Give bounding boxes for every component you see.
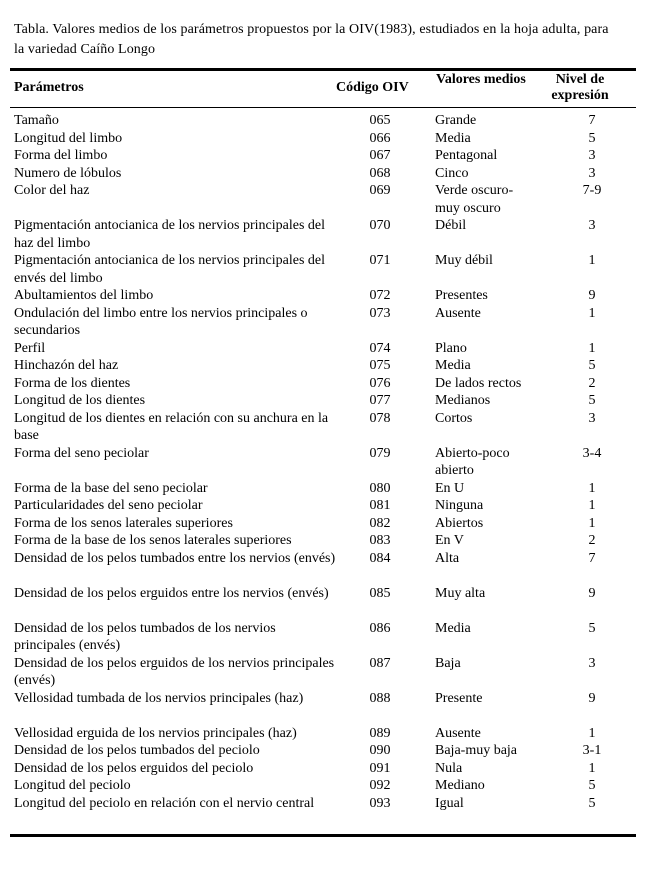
code-cell: 088 xyxy=(369,690,391,706)
level-cell: 5 xyxy=(588,358,596,373)
table-row xyxy=(0,690,648,725)
level-cell: 1 xyxy=(588,760,596,776)
level-cell: 3 xyxy=(588,218,596,233)
code-cell: 089 xyxy=(369,725,391,741)
table-row xyxy=(0,217,648,252)
param-cell: Forma de la base del seno peciolar xyxy=(14,480,208,496)
table-row xyxy=(0,655,648,690)
table-row xyxy=(0,112,648,130)
code-cell: 087 xyxy=(369,655,391,671)
table-row xyxy=(0,287,648,305)
param-cell: Forma de los dientes xyxy=(14,375,131,391)
level-cell: 1 xyxy=(588,480,596,496)
level-cell: 5 xyxy=(588,620,596,636)
param-cell: Numero de lóbulos xyxy=(14,165,122,181)
value-cell: Alta xyxy=(435,550,460,566)
level-cell: 5 xyxy=(588,778,596,793)
table-row xyxy=(0,410,648,445)
level-cell: 3-4 xyxy=(582,445,602,461)
table-row xyxy=(0,357,648,375)
code-cell: 065 xyxy=(369,113,391,128)
value-cell: En U xyxy=(435,480,465,496)
table-row xyxy=(0,480,648,498)
code-cell: 070 xyxy=(369,218,391,233)
value-cell: Ausente xyxy=(435,725,481,741)
param-cell: Densidad de los pelos tumbados de los nervios principales (envés) xyxy=(14,620,276,653)
table-row xyxy=(0,182,648,217)
param-cell: Vellosidad erguida de los nervios principales (haz) xyxy=(14,725,297,741)
level-cell: 3 xyxy=(588,165,596,181)
table-row xyxy=(0,392,648,410)
value-cell: Grande xyxy=(435,113,477,128)
table-row xyxy=(0,375,648,393)
level-cell: 5 xyxy=(588,795,596,811)
param-cell: Particularidades del seno peciolar xyxy=(14,498,203,513)
level-cell: 1 xyxy=(588,305,596,321)
value-cell: Media xyxy=(435,358,471,373)
code-cell: 084 xyxy=(369,550,391,566)
code-cell: 074 xyxy=(369,340,391,356)
code-cell: 067 xyxy=(369,148,391,163)
value-cell: Mediano xyxy=(435,778,485,793)
value-cell: Presente xyxy=(435,690,483,706)
level-cell: 1 xyxy=(588,515,596,531)
table-body xyxy=(0,112,648,830)
level-cell: 9 xyxy=(588,288,596,303)
level-cell: 1 xyxy=(588,340,596,356)
level-cell: 2 xyxy=(588,533,596,548)
param-cell: Ondulación del limbo entre los nervios principales o secundarios xyxy=(14,305,308,338)
table-row xyxy=(0,130,648,148)
param-cell: Longitud de los dientes en relación con su anchura en la base xyxy=(14,410,329,443)
param-cell: Longitud del peciolo xyxy=(14,778,131,793)
code-cell: 069 xyxy=(369,183,391,198)
param-cell: Color del haz xyxy=(14,183,90,198)
table-row xyxy=(0,515,648,533)
param-cell: Tamaño xyxy=(14,113,59,128)
value-cell: Pentagonal xyxy=(435,148,498,163)
value-cell: Débil xyxy=(435,218,467,233)
code-cell: 081 xyxy=(369,498,391,513)
param-cell: Longitud del peciolo en relación con el nervio central xyxy=(14,795,315,811)
header-nivel-expresion: Nivel de expresión xyxy=(551,72,609,103)
code-cell: 075 xyxy=(369,358,391,373)
param-cell: Hinchazón del haz xyxy=(14,358,119,373)
value-cell: En V xyxy=(435,533,464,548)
param-cell: Densidad de los pelos erguidos de los nervios principales (envés) xyxy=(14,655,335,688)
code-cell: 079 xyxy=(369,445,391,461)
code-cell: 068 xyxy=(369,165,391,181)
code-cell: 072 xyxy=(369,288,391,303)
level-cell: 1 xyxy=(588,725,596,741)
value-cell: Igual xyxy=(435,795,464,811)
header-valores-medios: Valores medios xyxy=(436,72,526,87)
level-cell: 3 xyxy=(588,655,596,671)
value-cell: Ninguna xyxy=(435,498,484,513)
value-cell: Medianos xyxy=(435,393,491,408)
value-cell: Abierto-poco abierto xyxy=(435,445,510,478)
table-row xyxy=(0,340,648,358)
table-row xyxy=(0,252,648,287)
param-cell: Abultamientos del limbo xyxy=(14,288,154,303)
table-row xyxy=(0,742,648,760)
table-caption: Tabla. Valores medios de los parámetros propuestos por la OIV(1983), estudiados en la hoja adulta, para la variedad Caíño Longo xyxy=(14,22,609,57)
header-parametros: Parámetros xyxy=(14,80,84,95)
code-cell: 080 xyxy=(369,480,391,496)
code-cell: 092 xyxy=(369,778,391,793)
code-cell: 085 xyxy=(369,585,391,601)
value-cell: Plano xyxy=(435,340,467,356)
table-row xyxy=(0,795,648,830)
param-cell: Densidad de los pelos tumbados entre los nervios (envés) xyxy=(14,550,336,566)
param-cell: Pigmentación antocianica de los nervios principales del envés del limbo xyxy=(14,253,326,286)
level-cell: 3-1 xyxy=(582,743,602,758)
code-cell: 073 xyxy=(369,305,391,321)
value-cell: Muy débil xyxy=(435,253,493,268)
table-row xyxy=(0,305,648,340)
value-cell: De lados rectos xyxy=(435,375,522,391)
table-row xyxy=(0,777,648,795)
param-cell: Densidad de los pelos erguidos entre los nervios (envés) xyxy=(14,585,329,601)
table-bottom-rule xyxy=(10,834,636,837)
table-row xyxy=(0,585,648,620)
table-row xyxy=(0,550,648,585)
header-codigo-oiv: Código OIV xyxy=(336,80,409,95)
code-cell: 093 xyxy=(369,795,391,811)
value-cell: Media xyxy=(435,130,471,146)
param-cell: Forma del seno peciolar xyxy=(14,445,149,461)
code-cell: 071 xyxy=(369,253,391,268)
param-cell: Densidad de los pelos tumbados del peciolo xyxy=(14,743,260,758)
code-cell: 066 xyxy=(369,130,391,146)
code-cell: 090 xyxy=(369,743,391,758)
value-cell: Cinco xyxy=(435,165,469,181)
param-cell: Vellosidad tumbada de los nervios principales (haz) xyxy=(14,690,304,706)
level-cell: 7 xyxy=(588,550,596,566)
param-cell: Pigmentación antocianica de los nervios principales del haz del limbo xyxy=(14,218,326,251)
code-cell: 076 xyxy=(369,375,391,391)
level-cell: 7 xyxy=(588,113,596,128)
table-row xyxy=(0,497,648,515)
level-cell: 1 xyxy=(588,498,596,513)
table-row xyxy=(0,147,648,165)
table-row xyxy=(0,445,648,480)
param-cell: Forma de los senos laterales superiores xyxy=(14,515,233,531)
table-row xyxy=(0,532,648,550)
code-cell: 091 xyxy=(369,760,391,776)
param-cell: Densidad de los pelos erguidos del peciolo xyxy=(14,760,254,776)
code-cell: 077 xyxy=(369,393,391,408)
level-cell: 7-9 xyxy=(582,183,602,198)
level-cell: 9 xyxy=(588,690,596,706)
table-top-rule xyxy=(10,68,636,71)
value-cell: Presentes xyxy=(435,288,488,303)
code-cell: 078 xyxy=(369,410,391,426)
header-rule xyxy=(10,107,636,108)
param-cell: Longitud de los dientes xyxy=(14,393,146,408)
value-cell: Baja-muy baja xyxy=(435,743,518,758)
code-cell: 082 xyxy=(369,515,391,531)
value-cell: Cortos xyxy=(435,410,473,426)
param-cell: Perfil xyxy=(14,340,46,356)
value-cell: Ausente xyxy=(435,305,481,321)
table-row xyxy=(0,725,648,743)
level-cell: 1 xyxy=(588,253,596,268)
code-cell: 083 xyxy=(369,533,391,548)
level-cell: 3 xyxy=(588,148,596,163)
value-cell: Abiertos xyxy=(435,515,484,531)
param-cell: Forma de la base de los senos laterales superiores xyxy=(14,533,292,548)
level-cell: 2 xyxy=(588,375,596,391)
table-row xyxy=(0,620,648,655)
level-cell: 5 xyxy=(588,393,596,408)
code-cell: 086 xyxy=(369,620,391,636)
table-row xyxy=(0,165,648,183)
value-cell: Media xyxy=(435,620,471,636)
level-cell: 5 xyxy=(588,130,596,146)
value-cell: Baja xyxy=(435,655,461,671)
level-cell: 3 xyxy=(588,410,596,426)
table-row xyxy=(0,760,648,778)
level-cell: 9 xyxy=(588,585,596,601)
value-cell: Nula xyxy=(435,760,463,776)
value-cell: Verde oscuro-muy oscuro xyxy=(435,183,514,216)
param-cell: Forma del limbo xyxy=(14,148,108,163)
value-cell: Muy alta xyxy=(435,585,486,601)
param-cell: Longitud del limbo xyxy=(14,130,123,146)
